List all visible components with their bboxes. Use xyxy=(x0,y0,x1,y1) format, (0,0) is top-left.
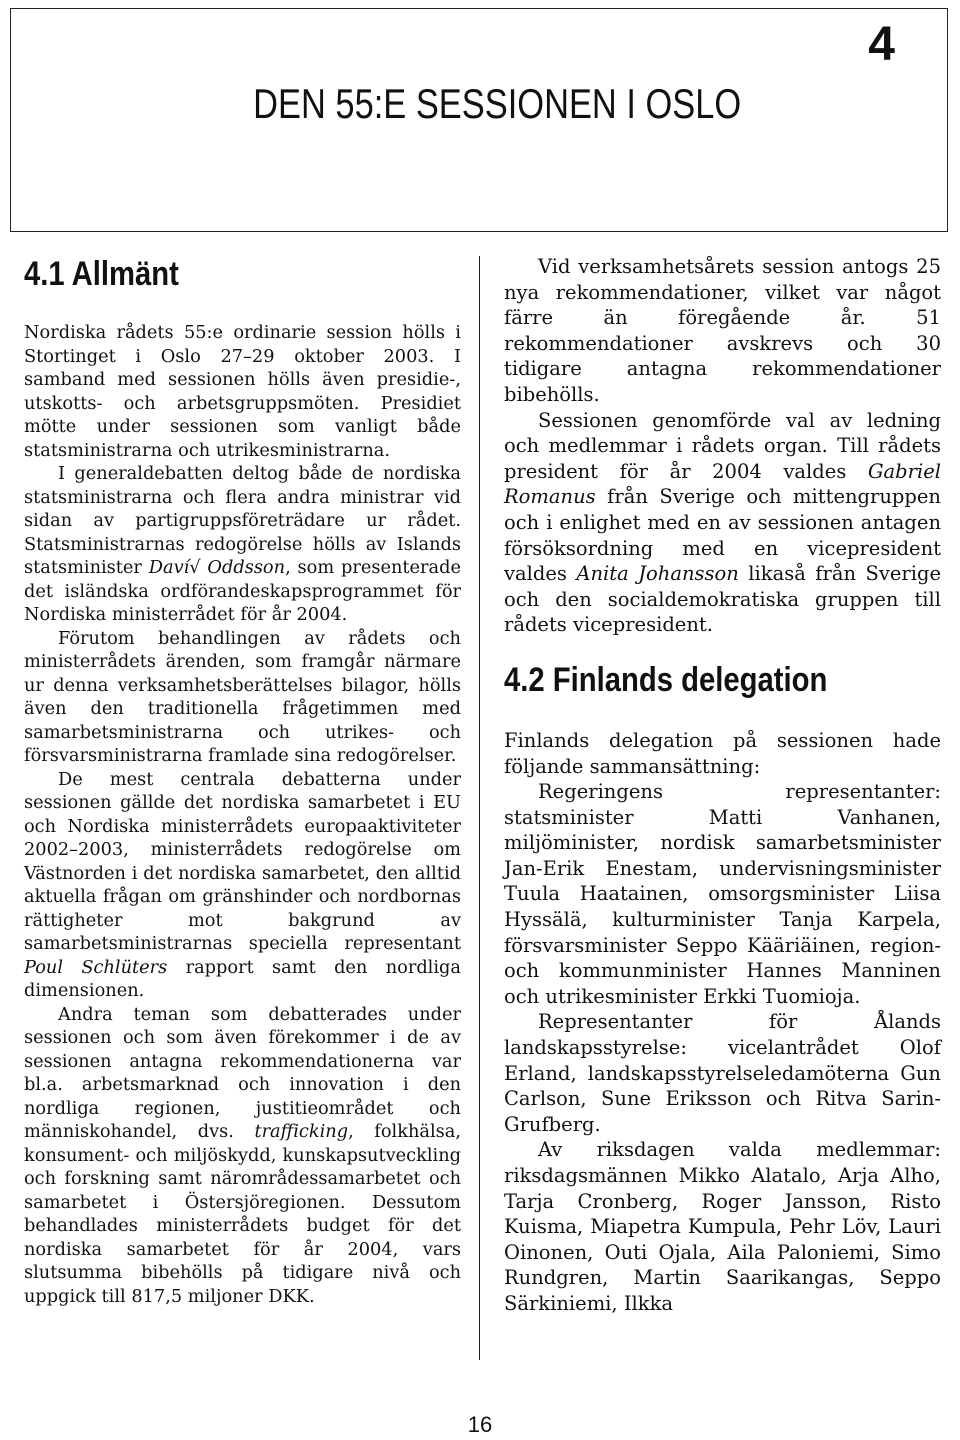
paragraph-text: , som presenterade det isländska ordförandeskapsprogrammet för Nordiska ministerrådet för år 2004. xyxy=(24,558,461,625)
paragraph-text: Sessionen genomförde val av ledning och medlemmar i rådets organ. Till rådets president för år 2004 valdes xyxy=(504,408,941,483)
chapter-title: DEN 55:E SESSIONEN I OSLO xyxy=(252,80,741,127)
person-name: Anita Johansson xyxy=(576,562,739,586)
paragraph: Representanter för Ålands landskapsstyrelse: vicelantrådet Olof Erland, landskapsstyrelseledamöterna Gun Carlson, Sune Eriksson och Ritva Sarin-Grufberg. xyxy=(504,1010,941,1136)
paragraph-text: De mest centrala debatterna under sessionen gällde det nordiska samarbetet i EU och Nordiska ministerrådets europaaktiviteter 2002–2003, ministerrådets redogörelse om Västnorden i det nordiska samarbetet, den alltid aktuella frågan om gränshinder och nordbornas rättigheter mot bakgrund av samarbetsministrarnas speciella representant xyxy=(24,769,461,954)
page-number: 16 xyxy=(467,1412,493,1437)
person-name: Daví√ Oddsson xyxy=(148,558,286,578)
chapter-number: 4 xyxy=(868,18,895,71)
text-column-left xyxy=(24,254,461,1309)
term-italic: trafficking xyxy=(254,1122,349,1142)
paragraph-text: rapport samt den nordliga dimensionen. xyxy=(24,957,461,1001)
paragraph-text: från Sverige och mittengruppen och i enlighet med en av sessionen antagen försöksordning med en vicepresident valdes xyxy=(504,485,941,586)
paragraph: Nordiska rådets 55:e ordinarie session hölls i Stortinget i Oslo 27–29 oktober 2003. I samband med sessionen hölls även presidie-, utskotts- och arbetsgruppsmöten. Presidiet mötte under sessionen som vanligt både statsministrarna och utrikesministrarna. xyxy=(24,323,461,461)
paragraph: Förutom behandlingen av rådets och ministerrådets ärenden, som framgår närmare ur denna verksamhetsberättelses bilagor, hölls även den traditionella frågetimmen med samarbetsministrarna och utrikes- och försvarsministrarna framlade sina redogörelser. xyxy=(24,628,461,766)
section-heading-finlands-delegation: 4.2 Finlands delegation xyxy=(504,660,828,699)
paragraph-text: Andra teman som debatterades under sessionen och som även förekommer i de av sessionen antagna rekommendationerna var bl.a. arbetsmarknad och innovation i den nordliga regionen, justitieområdet och människohandel, dvs. xyxy=(24,1004,461,1142)
paragraph xyxy=(504,408,941,638)
paragraph-text: likaså från Sverige och den socialdemokratiska gruppen till rådets vicepresident. xyxy=(504,562,941,637)
person-name: Poul Schlüters xyxy=(24,957,168,978)
paragraph: Regeringens representanter: statsminister Matti Vanhanen, miljöminister, nordisk samarbetsminister Jan-Erik Enestam, undervisningsminister Tuula Haatainen, omsorgsminister Liisa Hyssälä, kulturminister Tanja Karpela, försvarsminister Seppo Kääriäinen, region- och kommunminister Hannes Manninen och utrikesminister Erkki Tuomioja. xyxy=(504,780,941,1008)
paragraph: Vid verksamhetsårets session antogs 25 nya rekommendationer, vilket var något färre än föregående år. 51 rekommendationer avskrevs och 30 tidigare antagna rekommendationer bibehölls. xyxy=(504,255,941,406)
paragraph xyxy=(24,769,461,1004)
person-name: Gabriel Romanus xyxy=(504,459,941,509)
paragraph-text: I generaldebatten deltog både de nordiska statsministrarna och flera andra ministrar vid sidan av partigruppsföreträdare ur rådet. Statsministrarnas redogörelse hölls av Islands statsminister xyxy=(24,464,461,578)
paragraph: Finlands delegation på sessionen hade följande sammansättning: xyxy=(504,728,941,778)
paragraph: Av riksdagen valda medlemmar: riksdagsmännen Mikko Alatalo, Arja Alho, Tarja Cronberg, Roger Jansson, Risto Kuisma, Miapetra Kumpula, Pehr Löv, Lauri Oinonen, Outi Ojala, Aila Paloniemi, Simo Rundgren, Martin Saarikangas, Seppo Särkiniemi, Ilkka xyxy=(504,1138,941,1315)
text-column-right xyxy=(504,254,941,1317)
paragraph-continued xyxy=(24,1004,461,1310)
chapter-header-box xyxy=(10,8,948,232)
section-heading-allmant: 4.1 Allmänt xyxy=(24,255,179,293)
paragraph xyxy=(24,463,461,628)
column-divider xyxy=(479,256,480,1360)
paragraph-text: , folkhälsa, konsument- och miljöskydd, kunskapsutveckling och forskning samt närområdessamarbetet och samarbetet i Östersjöregionen. Dessutom behandlades ministerrådets budget för det nordiska samarbetet för år 2004, vars slutsumma bibehölls på tidigare nivå och uppgick till 817,5 miljoner DKK. xyxy=(24,1122,461,1307)
